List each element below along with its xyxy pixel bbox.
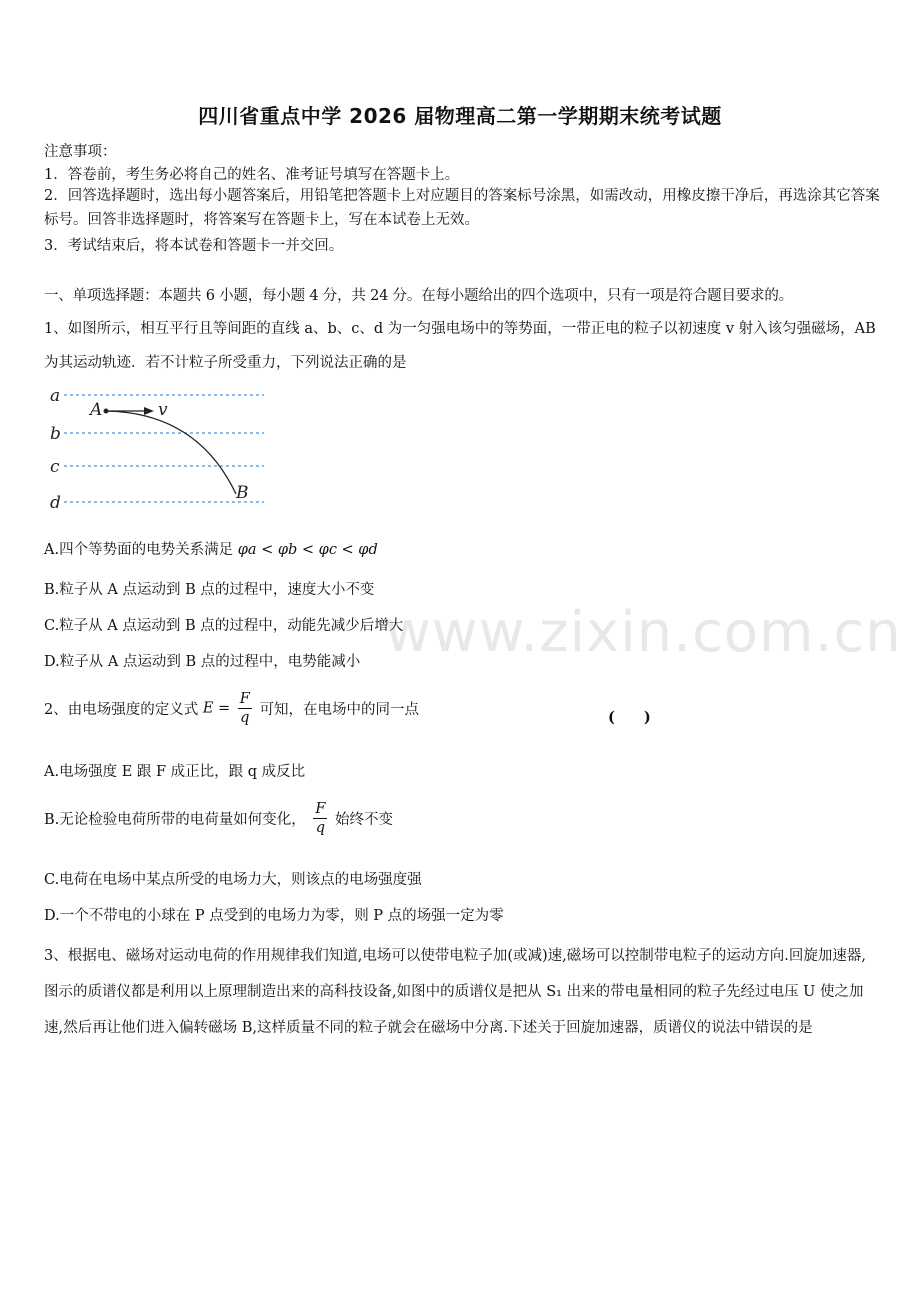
trajectory-curve (106, 411, 236, 494)
q2-option-b-pre: B.无论检验电荷所带的电荷量如何变化， (44, 812, 306, 828)
q2-answer-paren: ( ) (608, 709, 651, 726)
q2-formula-lhs: E = (202, 700, 231, 717)
q3-stem: 3、根据电、磁场对运动电荷的作用规律我们知道,电场可以使带电粒子加(或减)速,磁场可以控制带电粒子的运动方向.回旋加速器,图示的质谱仪都是利用以上原理制造出来的高科技设备,如图中的质谱仪是把从 S₁ 出来的带电量相同的粒子先经过电压 U 使之加速,然后再让他们进入偏转磁场 B,这样质量不同的粒子就会在磁场中分离.下述关于回旋加速器，质谱仪的说法中错误的是 (44, 948, 866, 1036)
label-b: b (50, 424, 61, 444)
q1-stem: 1、如图所示，相互平行且等间距的直线 a、b、c、d 为一匀强电场中的等势面，一带正电的粒子以初速度 v 射入该匀强磁场，AB 为其运动轨迹．若不计粒子所受重力，下列说法正确的是 (44, 321, 876, 371)
section-heading: 一、单项选择题：本题共 6 小题，每小题 4 分，共 24 分。在每小题给出的四个选项中，只有一项是符合题目要求的。 (44, 288, 793, 304)
q1-option-c: C.粒子从 A 点运动到 B 点的过程中，动能先减少后增大 (44, 618, 404, 634)
q2-stem-pre: 2、由电场强度的定义式 (44, 702, 199, 718)
watermark: www.zixin.com.cn (385, 600, 902, 665)
label-c: c (50, 457, 60, 477)
q2-option-b-fraction (313, 800, 327, 837)
q2-option-b (44, 800, 393, 837)
q2-fraction-num: F (239, 691, 250, 707)
q2-option-b-post: 始终不变 (335, 812, 394, 828)
velocity-arrowhead (144, 407, 154, 415)
q2-fraction (238, 690, 252, 727)
label-d: d (50, 493, 61, 512)
page-title: 四川省重点中学 2026 届物理高二第一学期期末统考试题 (198, 104, 722, 128)
q1-option-a-text: A.四个等势面的电势关系满足 (44, 542, 234, 558)
notice-item-1: 1．答卷前，考生务必将自己的姓名、准考证号填写在答题卡上。 (44, 167, 460, 183)
label-a: a (50, 386, 61, 406)
notice-item-3: 3．考试结束后，将本试卷和答题卡一并交回。 (44, 238, 344, 254)
q2-stem (44, 690, 419, 727)
q2-option-c: C.电荷在电场中某点所受的电场力大，则该点的电场强度强 (44, 872, 422, 888)
q2-stem-post: 可知，在电场中的同一点 (259, 702, 419, 718)
q2-fraction-den: q (240, 710, 250, 726)
notice-item-2: 2．回答选择题时，选出每小题答案后，用铅笔把答题卡上对应题目的答案标号涂黑，如需改动，用橡皮擦干净后，再选涂其它答案标号。回答非选择题时，将答案写在答题卡上，写在本试卷上无效。 (44, 188, 880, 228)
q2-option-d: D.一个不带电的小球在 P 点受到的电场力为零，则 P 点的场强一定为零 (44, 908, 504, 924)
q1-option-d: D.粒子从 A 点运动到 B 点的过程中，电势能减小 (44, 654, 361, 670)
q2-option-b-fraction-num: F (315, 801, 326, 817)
notice-heading: 注意事项： (44, 144, 117, 160)
q2-option-b-fraction-den: q (315, 820, 326, 836)
q1-option-a-formula: φa < φb < φc < φd (237, 542, 378, 558)
q2-option-a: A.电场强度 E 跟 F 成正比，跟 q 成反比 (44, 764, 306, 780)
q1-diagram (44, 382, 274, 512)
q1-option-a (44, 538, 378, 559)
q1-option-b: B.粒子从 A 点运动到 B 点的过程中，速度大小不变 (44, 582, 375, 598)
label-point-a: A (90, 400, 103, 420)
label-velocity: v (158, 400, 168, 420)
label-point-b: B (236, 483, 249, 503)
